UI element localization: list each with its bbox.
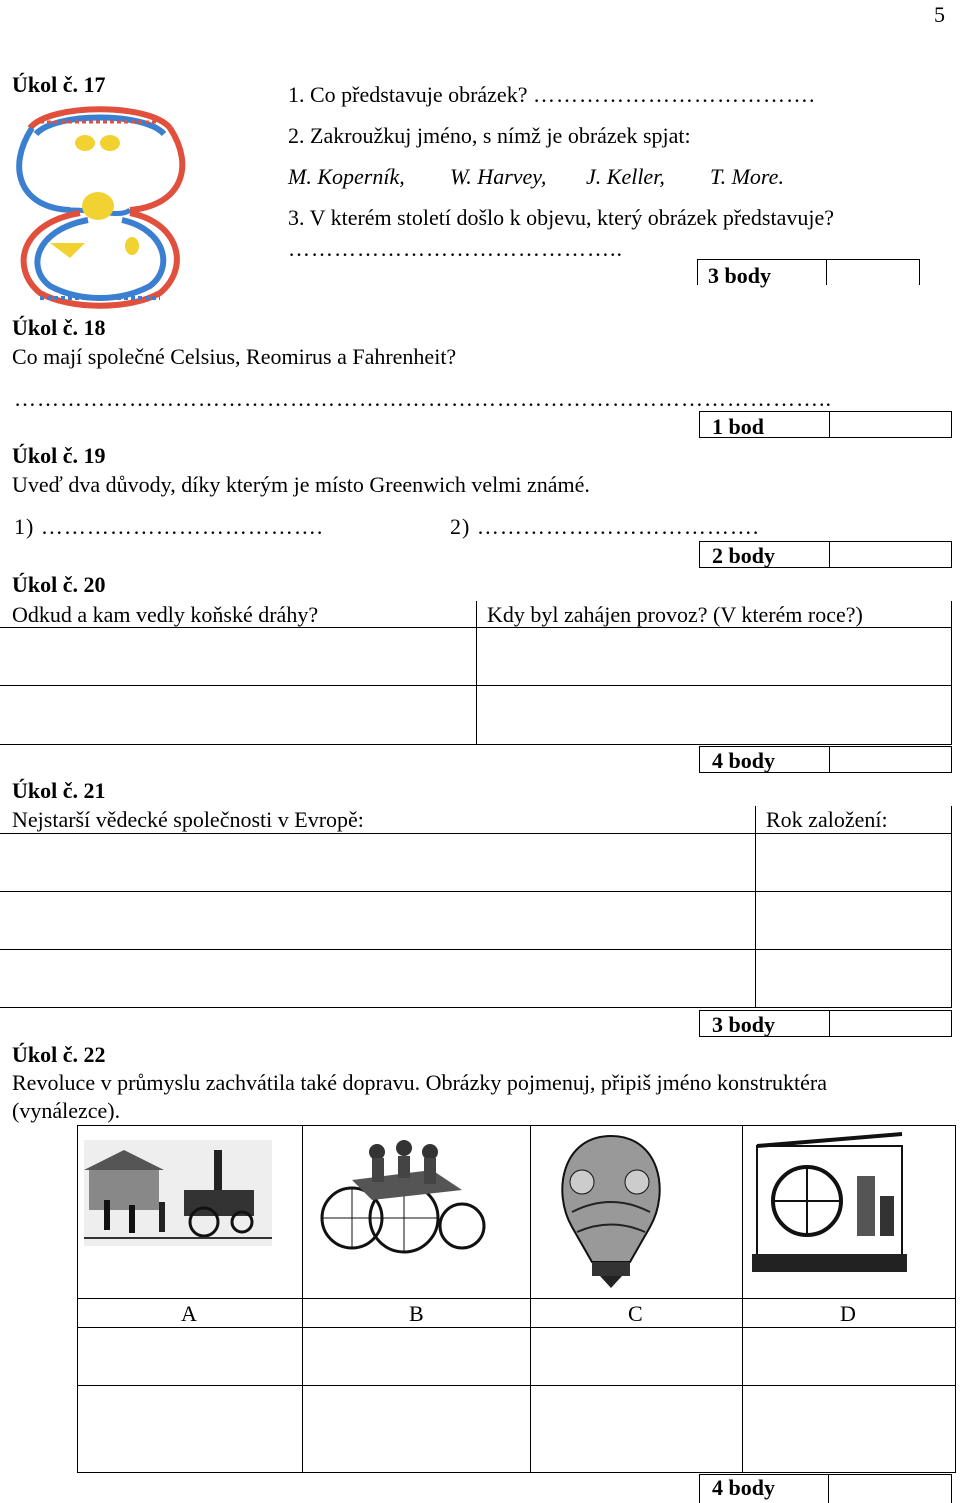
- task-19-question: Uveď dva důvody, díky kterým je místo Greenwich velmi známé.: [12, 472, 590, 497]
- task-20-cell-year-1[interactable]: [478, 629, 950, 684]
- task-17-score: 3 body: [708, 263, 771, 288]
- task-21-cell-society-3[interactable]: [2, 951, 753, 1006]
- task-20-title: Úkol č. 20: [12, 572, 106, 597]
- task-22-name-d[interactable]: [744, 1329, 954, 1384]
- task-19-title: Úkol č. 19: [12, 443, 106, 468]
- task-19-score: 2 body: [712, 543, 775, 568]
- task-20-cell-year-2[interactable]: [478, 687, 950, 743]
- task-20-score-field[interactable]: [830, 747, 950, 772]
- task-17-question-3: 3. V kterém století došlo k objevu, který obrázek představuje?: [288, 205, 834, 230]
- task-17-question-2: 2. Zakroužkuj jméno, s nímž je obrázek spjat:: [288, 123, 691, 148]
- picture-label-a: A: [181, 1301, 197, 1326]
- picture-label-c: C: [628, 1301, 643, 1326]
- picture-label-d: D: [840, 1301, 856, 1326]
- task-19-answer-1[interactable]: 1) ……………………………….: [14, 514, 324, 539]
- picture-c-hot-air-balloon: [552, 1132, 670, 1290]
- task-18-question: Co mají společné Celsius, Reomirus a Fahrenheit?: [12, 344, 457, 369]
- task-20-cell-route-2[interactable]: [2, 687, 474, 743]
- picture-b-steam-carriage: [312, 1130, 512, 1258]
- task-18-score: 1 bod: [712, 414, 764, 439]
- blood-circulation-diagram: [10, 98, 190, 310]
- name-option-more[interactable]: T. More.: [710, 164, 784, 189]
- task-22-score: 4 body: [712, 1475, 775, 1500]
- task-21-title: Úkol č. 21: [12, 778, 106, 803]
- task-17-question-1: [288, 82, 815, 108]
- task-22-inventor-b[interactable]: [304, 1387, 529, 1471]
- picture-a-steam-locomotive: [84, 1140, 272, 1246]
- task-22-inventor-a[interactable]: [79, 1387, 301, 1471]
- task-17-title: Úkol č. 17: [12, 72, 106, 97]
- task-17-score-field[interactable]: [828, 260, 918, 285]
- task-22-name-c[interactable]: [532, 1329, 741, 1384]
- name-option-harvey[interactable]: W. Harvey,: [450, 164, 547, 189]
- task-18-score-field[interactable]: [830, 412, 950, 437]
- task-17-q1-answer-line[interactable]: ……………………………….: [532, 82, 816, 107]
- task-20-col-header-year: Kdy byl zahájen provoz? (V kterém roce?): [487, 602, 863, 627]
- task-22-inventor-d[interactable]: [744, 1387, 954, 1471]
- task-20-col-header-route: Odkud a kam vedly koňské dráhy?: [12, 602, 319, 627]
- task-18-answer-line[interactable]: ……………………………………………………………………………………………..: [14, 386, 832, 411]
- task-20-score: 4 body: [712, 748, 775, 773]
- task-19-score-field[interactable]: [830, 542, 950, 567]
- task-22-name-a[interactable]: [79, 1329, 301, 1384]
- name-option-keller[interactable]: J. Keller,: [586, 164, 665, 189]
- task-21-cell-society-2[interactable]: [2, 893, 753, 948]
- task-22-name-b[interactable]: [304, 1329, 529, 1384]
- task-17-q3-answer-line[interactable]: ……………………………………..: [288, 236, 623, 261]
- task-22-score-field[interactable]: [830, 1476, 950, 1502]
- task-22-title: Úkol č. 22: [12, 1042, 106, 1067]
- task-21-cell-year-1[interactable]: [757, 835, 950, 890]
- task-22-inventor-c[interactable]: [532, 1387, 741, 1471]
- page-number: 5: [934, 2, 945, 27]
- task-21-cell-year-2[interactable]: [757, 893, 950, 948]
- task-17-q1-text: 1. Co představuje obrázek?: [288, 82, 528, 107]
- task-19-answer-2[interactable]: 2) ……………………………….: [450, 514, 760, 539]
- task-21-col-header-societies: Nejstarší vědecké společnosti v Evropě:: [12, 807, 364, 832]
- task-18-title: Úkol č. 18: [12, 315, 106, 340]
- task-21-score-field[interactable]: [830, 1011, 950, 1036]
- picture-label-b: B: [409, 1301, 424, 1326]
- name-option-kopernik[interactable]: M. Koperník,: [288, 164, 405, 189]
- task-22-text-line-1: Revoluce v průmyslu zachvátila také dopravu. Obrázky pojmenuj, připiš jméno konstruktéra: [12, 1070, 827, 1095]
- task-21-cell-year-3[interactable]: [757, 951, 950, 1006]
- picture-d-steam-engine: [752, 1126, 907, 1276]
- task-21-col-header-year: Rok založení:: [766, 807, 888, 832]
- task-21-cell-society-1[interactable]: [2, 835, 753, 890]
- task-22-text-line-2: (vynálezce).: [12, 1098, 121, 1123]
- task-20-cell-route-1[interactable]: [2, 629, 474, 684]
- task-21-score: 3 body: [712, 1012, 775, 1037]
